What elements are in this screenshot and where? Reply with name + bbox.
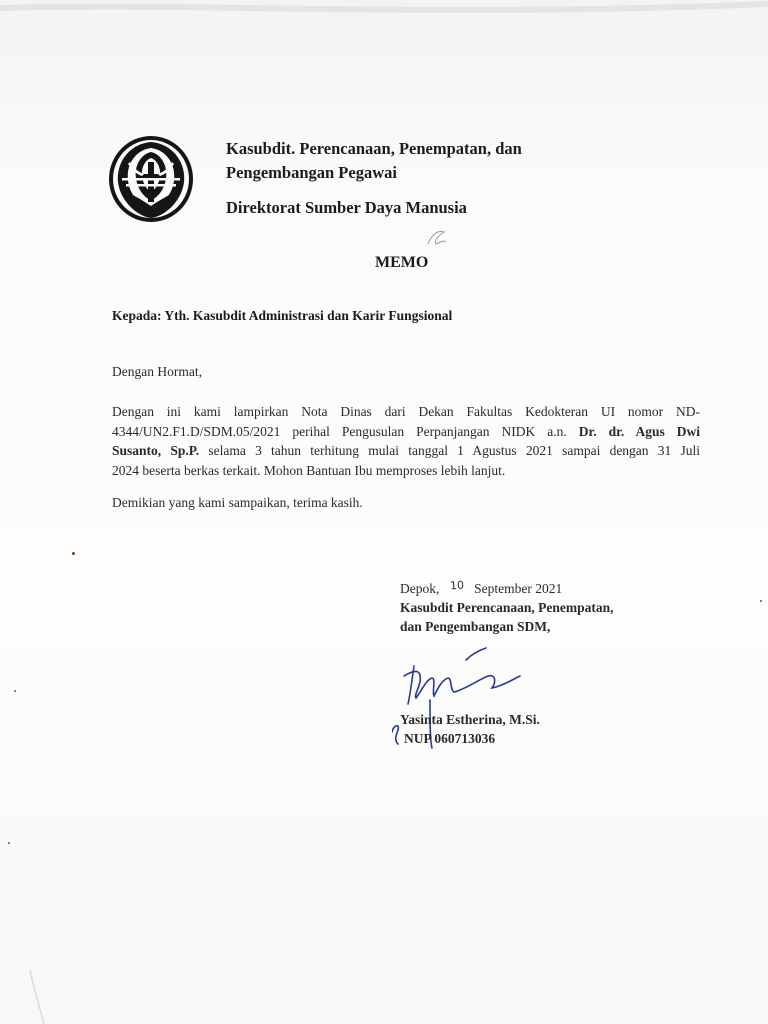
letterhead-line-2: Pengembangan Pegawai [226, 163, 397, 182]
scan-speck [72, 552, 75, 555]
pen-mark-icon [424, 228, 450, 248]
scan-speck [8, 842, 10, 844]
letterhead-directorate: Direktorat Sumber Daya Manusia [226, 198, 467, 217]
signature-month-year: September 2021 [474, 581, 563, 596]
handwritten-day: 10 [449, 578, 465, 593]
letterhead-line-1: Kasubdit. Perencanaan, Penempatan, dan [226, 139, 522, 158]
recipient-line: Kepada: Yth. Kasubdit Administrasi dan Karir Fungsional [112, 308, 453, 323]
signatory-title-2: dan Pengembangan SDM, [400, 619, 551, 634]
memo-body [112, 402, 700, 480]
body-line-3-text: selama 3 tahun terhitung mulai tanggal 1 Agustus 2021 sampai dengan 31 Juli [199, 443, 701, 458]
body-line-2 [112, 422, 700, 442]
university-emblem-icon [108, 134, 194, 224]
page-edge-shadow [0, 0, 768, 40]
body-line-4: 2024 beserta berkas terkait. Mohon Bantuan Ibu memproses lebih lanjut. [112, 462, 506, 478]
greeting: Dengan Hormat, [112, 364, 202, 379]
scan-speck [760, 600, 762, 602]
signature-place-date [400, 578, 563, 597]
scan-speck [14, 690, 16, 692]
signatory-nup: NUP 060713036 [404, 731, 496, 746]
body-line-3-bold: Susanto, Sp.P. [112, 443, 200, 458]
body-line-2-text: 4344/UN2.F1.D/SDM.05/2021 perihal Pengusulan Perpanjangan NIDK a.n. [112, 423, 579, 439]
body-line-1: Dengan ini kami lampirkan Nota Dinas dari Dekan Fakultas Kedokteran UI nomor ND- [112, 404, 700, 419]
body-line-3 [112, 441, 700, 461]
signatory-title-1: Kasubdit Perencanaan, Penempatan, [400, 600, 614, 615]
signatory-name: Yasinta Estherina, M.Si. [400, 712, 540, 727]
signature-place: Depok, [400, 581, 440, 596]
memo-title: MEMO [375, 254, 429, 271]
page-edge-shadow [0, 960, 60, 1024]
closing-line: Demikian yang kami sampaikan, terima kasih. [112, 495, 363, 510]
body-line-2-bold: Dr. dr. Agus Dwi [578, 423, 700, 439]
